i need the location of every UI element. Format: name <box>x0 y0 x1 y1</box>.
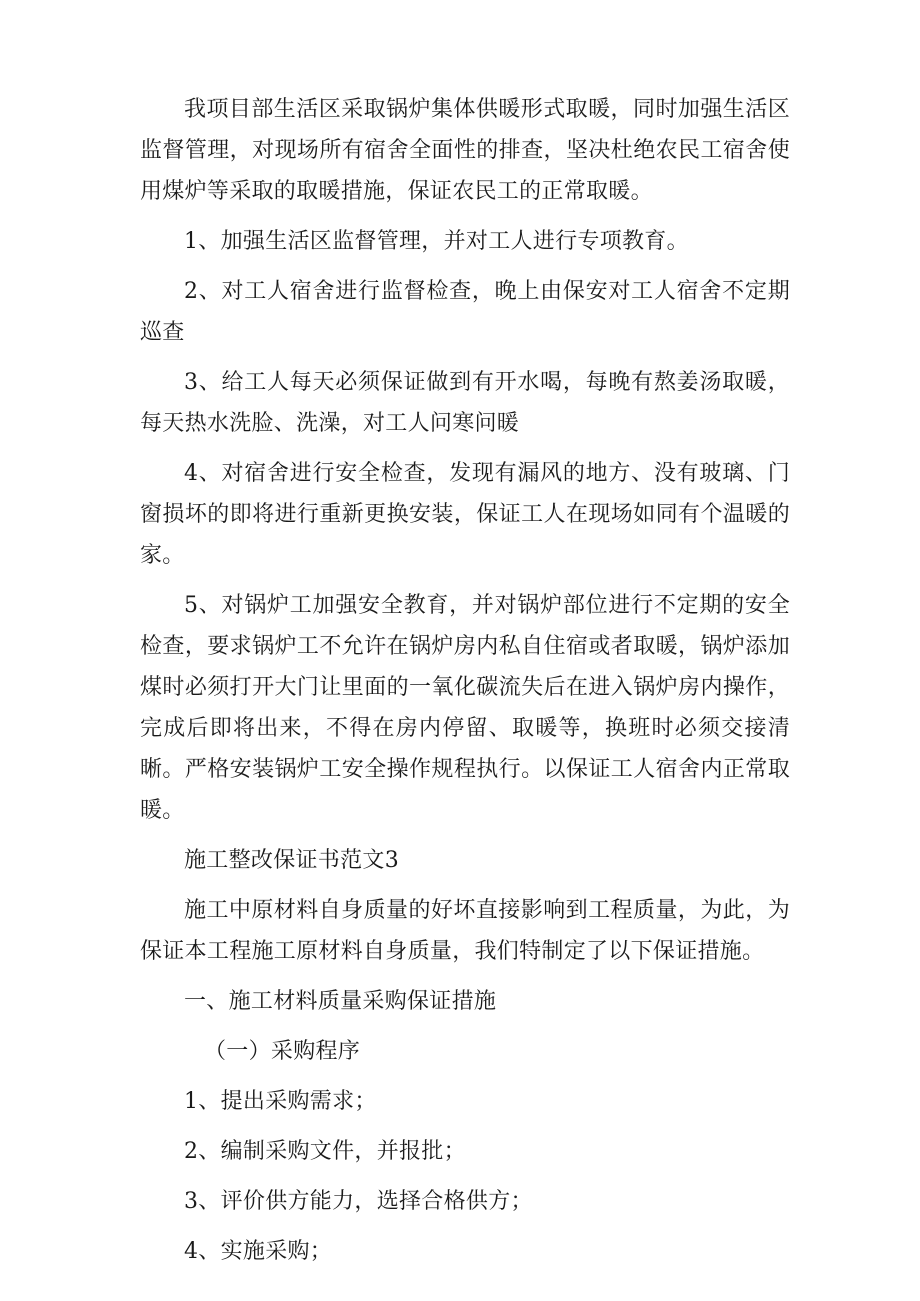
paragraph-materials: 施工中原材料自身质量的好坏直接影响到工程质量，为此，为保证本工程施工原材料自身质量，我们特制定了以下保证措施。 <box>140 898 790 964</box>
section-title: 施工整改保证书范文3 <box>184 848 399 873</box>
list-item-3: 3、给工人每天必须保证做到有开水喝，每晚有熬姜汤取暖，每天热水洗脸、洗澡，对工人问寒问暖 <box>140 370 790 436</box>
procedure-step-4: 4、实施采购； <box>184 1239 333 1264</box>
procedure-step-3: 3、评价供方能力，选择合格供方； <box>184 1189 533 1214</box>
list-item-5: 5、对锅炉工加强安全教育，并对锅炉部位进行不定期的安全检查，要求锅炉工不允许在锅炉房内私自住宿或者取暖，锅炉添加煤时必须打开大门让里面的一氧化碳流失后在进入锅炉房内操作，完成后即将出来，不得在房内停留、取暖等，换班时必须交接清晰。严格安装锅炉工安全操作规程执行。以保证工人宿舍内正常取暖。 <box>140 593 790 823</box>
document-body <box>140 89 790 1281</box>
list-item-4: 4、对宿舍进行安全检查，发现有漏风的地方、没有玻璃、门窗损坏的即将进行重新更换安装，保证工人在现场如同有个温暖的家。 <box>140 461 790 568</box>
paragraph-intro: 我项目部生活区采取锅炉集体供暖形式取暖，同时加强生活区监督管理，对现场所有宿舍全面性的排查，坚决杜绝农民工宿舍使用煤炉等采取的取暖措施，保证农民工的正常取暖。 <box>140 97 790 204</box>
heading-procurement-measures: 一、施工材料质量采购保证措施 <box>184 989 497 1014</box>
procedure-step-2: 2、编制采购文件，并报批； <box>184 1139 466 1164</box>
list-item-1: 1、加强生活区监督管理，并对工人进行专项教育。 <box>184 229 689 254</box>
list-item-2: 2、对工人宿舍进行监督检查，晚上由保安对工人宿舍不定期巡查 <box>140 279 790 345</box>
procedure-step-1: 1、提出采购需求； <box>184 1089 377 1114</box>
subheading-procurement-procedure: （一）采购程序 <box>204 1039 361 1064</box>
